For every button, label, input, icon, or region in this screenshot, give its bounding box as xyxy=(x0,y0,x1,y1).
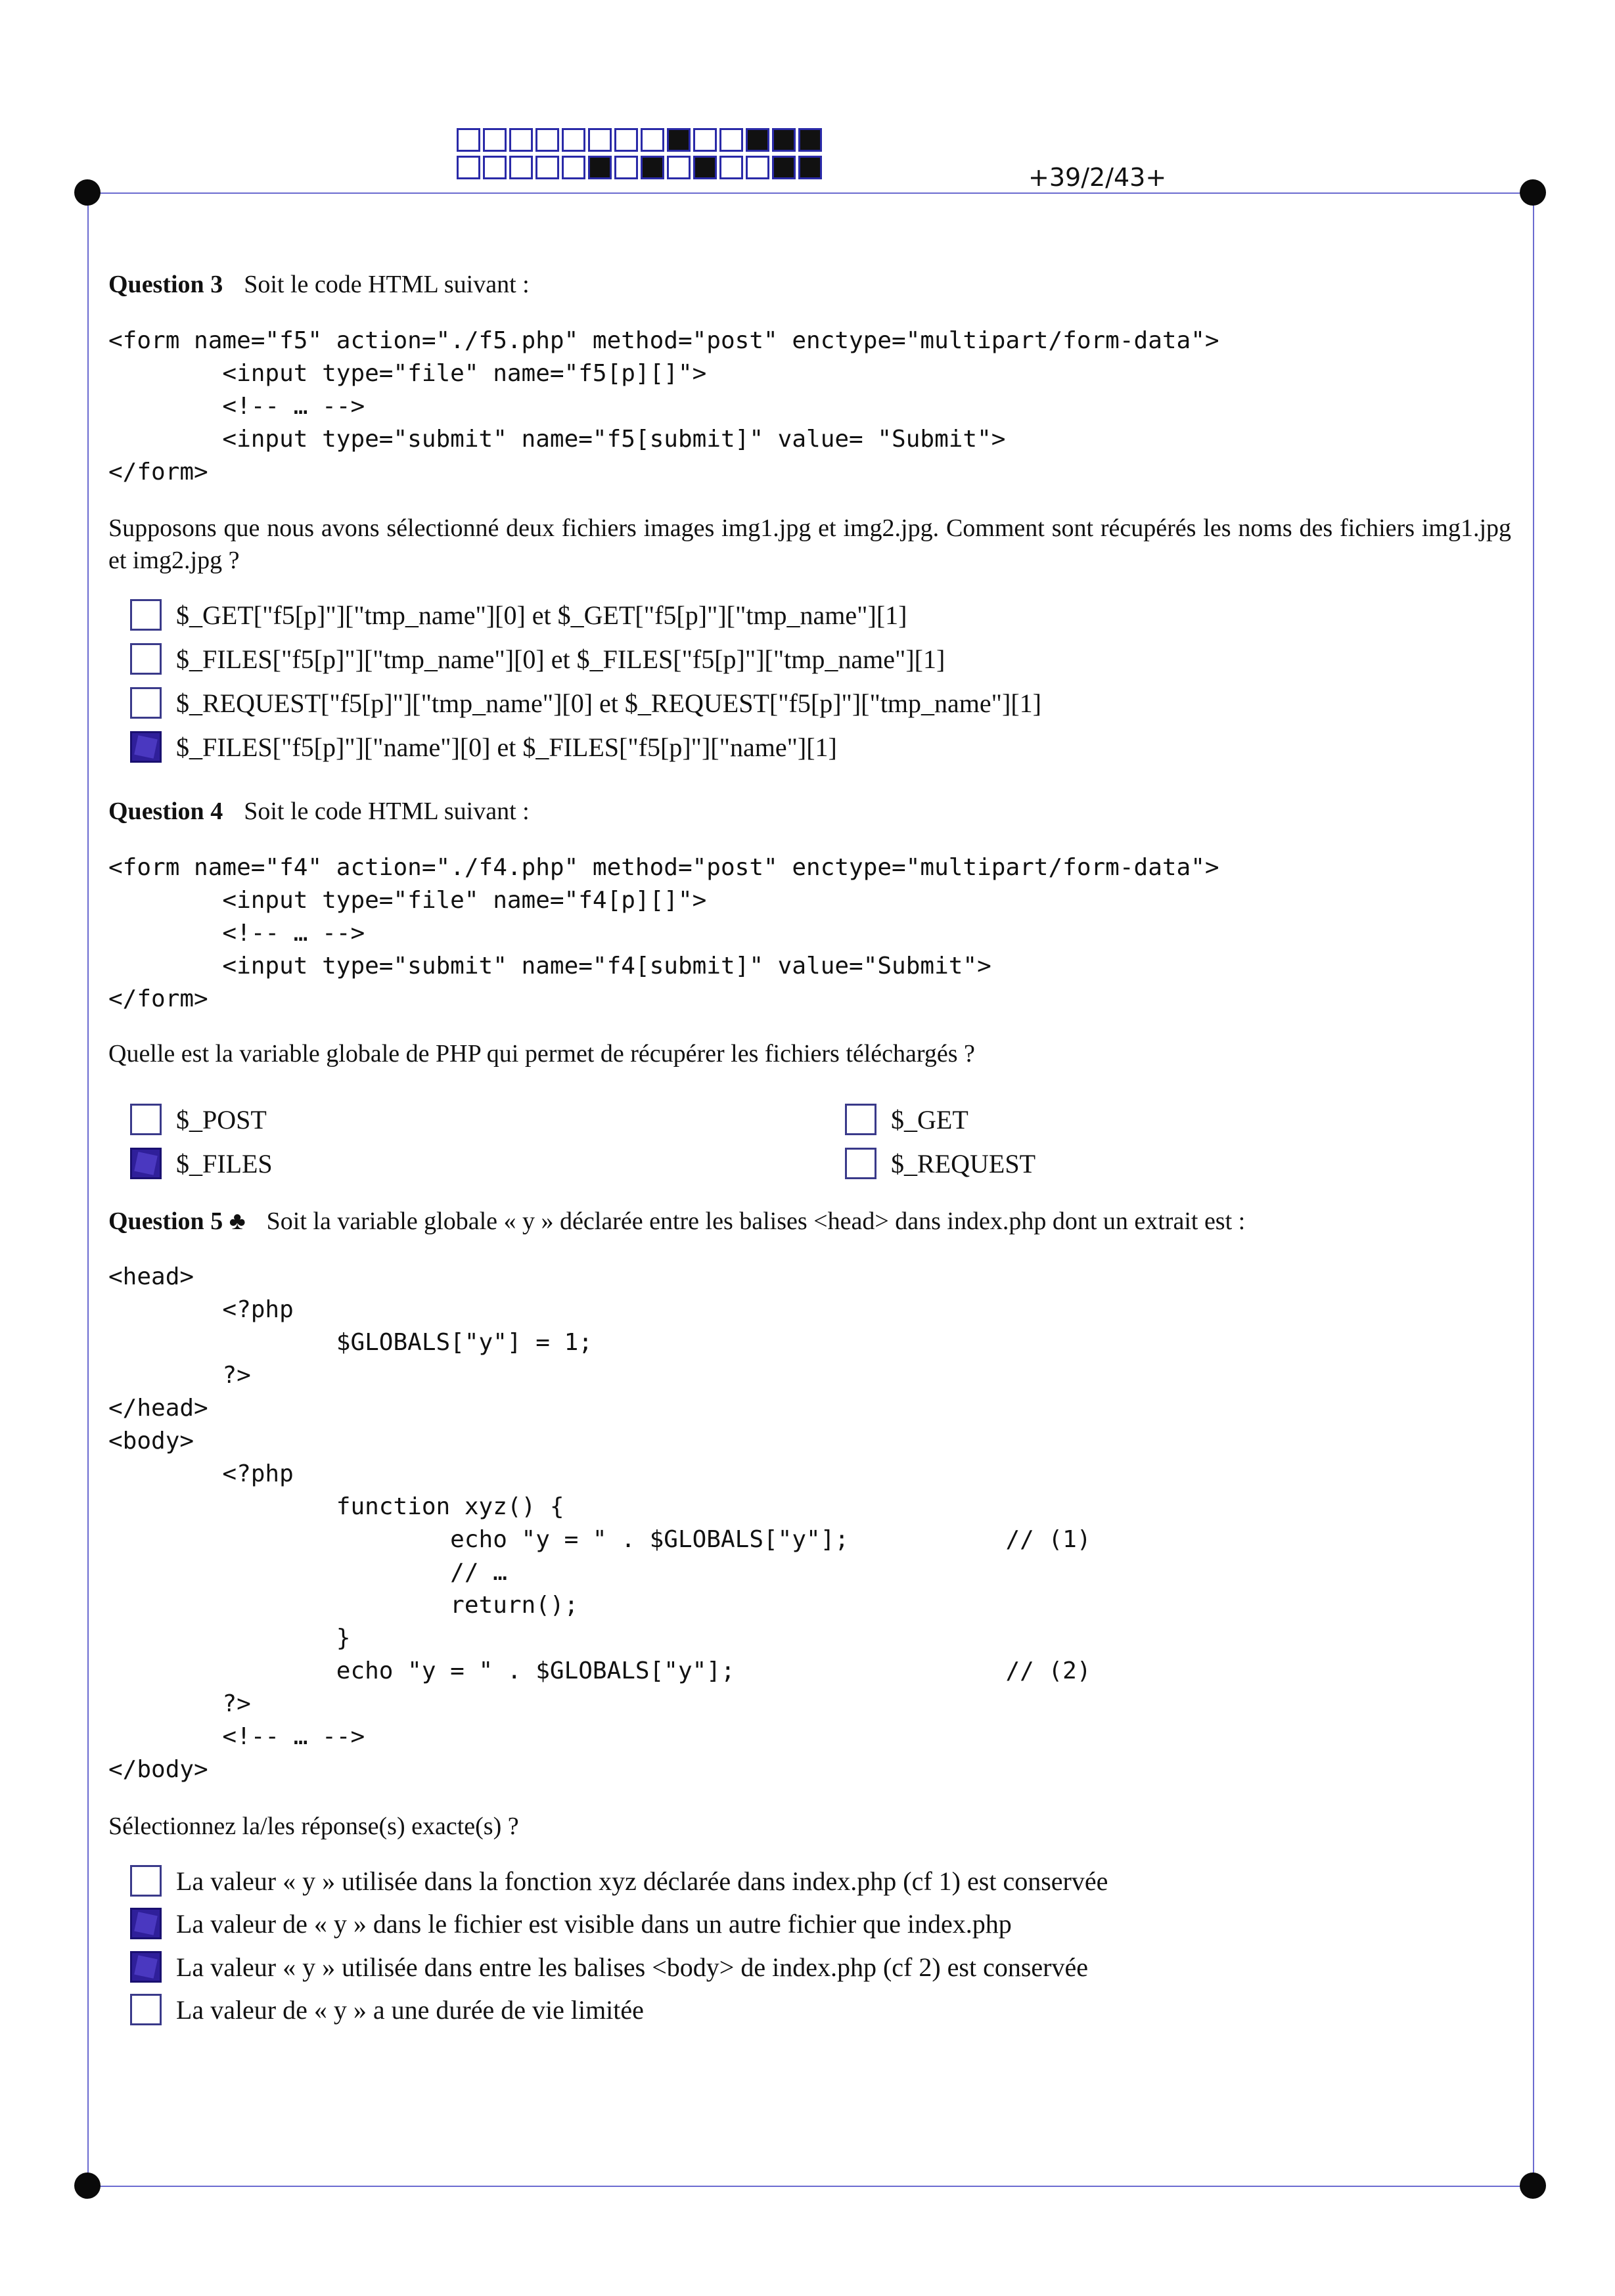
option-text: La valeur « y » utilisée dans entre les balises <body> de index.php (cf 2) est conservée xyxy=(176,1952,1089,1982)
q3-heading xyxy=(108,269,530,300)
corner-dot-top-left xyxy=(74,179,101,206)
barcode-cell xyxy=(667,128,691,152)
barcode-cell xyxy=(772,156,796,179)
corner-dot-top-right xyxy=(1520,179,1546,206)
q4-code: <form name="f4" action="./f4.php" method="post" enctype="multipart/form-data"> <input type="file" name="f4[p][]"> <!-- … --> <input type="submit" name="f4[submit]" value="Submit"> </form> xyxy=(108,854,1219,1012)
q5-option-4[interactable] xyxy=(130,1991,644,2028)
barcode-cell xyxy=(746,156,769,179)
option-text: $_GET xyxy=(891,1104,968,1135)
q4-heading xyxy=(108,796,530,826)
frame-left-line xyxy=(87,192,89,2187)
option-text: $_FILES["f5[p]"]["tmp_name"][0] et $_FILES["f5[p]"]["tmp_name"][1] xyxy=(176,644,945,674)
q4-option-request[interactable] xyxy=(845,1145,1035,1182)
q5-option-3[interactable] xyxy=(130,1948,1088,1985)
barcode-cell xyxy=(693,156,717,179)
barcode-cell xyxy=(457,156,480,179)
option-text: $_POST xyxy=(176,1104,267,1135)
barcode-cell xyxy=(614,128,638,152)
q5-code: <head> <?php $GLOBALS["y"] = 1; ?> </head> <body> <?php function xyz() { echo "y = " . $GLOBALS["y"]; // (1) // … return(); } echo "y = " . $GLOBALS["y"]; // (2) ?> <!-- … --> </body> xyxy=(108,1263,1091,1783)
checkbox[interactable] xyxy=(845,1148,876,1179)
barcode-row xyxy=(457,128,822,152)
q3-option-4[interactable] xyxy=(130,729,837,765)
barcode-cell xyxy=(798,128,822,152)
barcode-cell xyxy=(562,128,585,152)
barcode-cell xyxy=(588,128,612,152)
q5-heading xyxy=(108,1206,1245,1236)
frame-top-line xyxy=(89,192,1534,194)
q4-option-get[interactable] xyxy=(845,1101,968,1138)
q5-question: Sélectionnez la/les réponse(s) exacte(s) ? xyxy=(108,1812,519,1840)
option-text: $_FILES xyxy=(176,1148,273,1179)
option-text: $_REQUEST xyxy=(891,1148,1035,1179)
frame-bottom-line xyxy=(89,2186,1534,2187)
barcode-cell xyxy=(614,156,638,179)
barcode-cell xyxy=(535,156,559,179)
checkbox[interactable] xyxy=(130,599,162,631)
page-id: +39/2/43+ xyxy=(1028,163,1167,192)
option-text: $_FILES["f5[p]"]["name"][0] et $_FILES["f5[p]"]["name"][1] xyxy=(176,732,837,762)
checkbox[interactable] xyxy=(130,1994,162,2025)
q4-option-files[interactable] xyxy=(130,1145,273,1182)
checkbox-checked[interactable] xyxy=(130,1908,162,1939)
checkbox[interactable] xyxy=(130,687,162,719)
barcode-cell xyxy=(693,128,717,152)
corner-dot-bottom-left xyxy=(74,2172,101,2199)
option-text: $_REQUEST["f5[p]"]["tmp_name"][0] et $_REQUEST["f5[p]"]["tmp_name"][1] xyxy=(176,688,1041,718)
barcode-cell xyxy=(772,128,796,152)
barcode-cell xyxy=(483,128,507,152)
q5-option-2[interactable] xyxy=(130,1905,1012,1942)
q3-option-2[interactable] xyxy=(130,641,945,677)
barcode-cell xyxy=(588,156,612,179)
q3-intro: Soit le code HTML suivant : xyxy=(244,271,530,298)
option-text: La valeur « y » utilisée dans la fonction xyz déclarée dans index.php (cf 1) est conservée xyxy=(176,1866,1108,1896)
q4-question: Quelle est la variable globale de PHP qui permet de récupérer les fichiers téléchargés ? xyxy=(108,1040,975,1068)
barcode-cell xyxy=(746,128,769,152)
corner-dot-bottom-right xyxy=(1520,2172,1546,2199)
barcode-cell xyxy=(641,156,664,179)
q3-option-1[interactable] xyxy=(130,597,907,633)
q4-option-post[interactable] xyxy=(130,1101,267,1138)
checkbox[interactable] xyxy=(130,1104,162,1135)
q3-option-3[interactable] xyxy=(130,685,1041,721)
option-text: La valeur de « y » a une durée de vie limitée xyxy=(176,1994,644,2025)
checkbox[interactable] xyxy=(130,643,162,675)
barcode-cell xyxy=(509,156,533,179)
checkbox[interactable] xyxy=(845,1104,876,1135)
checkbox-checked[interactable] xyxy=(130,1951,162,1983)
q4-label: Question 4 xyxy=(108,798,223,825)
barcode-row xyxy=(457,156,822,179)
q3-label: Question 3 xyxy=(108,271,223,298)
page-barcode xyxy=(457,128,822,183)
barcode-cell xyxy=(798,156,822,179)
barcode-cell xyxy=(562,156,585,179)
checkbox[interactable] xyxy=(130,1865,162,1897)
q5-option-1[interactable] xyxy=(130,1862,1108,1899)
barcode-cell xyxy=(535,128,559,152)
option-text: La valeur de « y » dans le fichier est visible dans un autre fichier que index.php xyxy=(176,1908,1012,1939)
option-text: $_GET["f5[p]"]["tmp_name"][0] et $_GET["f5[p]"]["tmp_name"][1] xyxy=(176,600,907,630)
q3-code: <form name="f5" action="./f5.php" method="post" enctype="multipart/form-data"> <input type="file" name="f5[p][]"> <!-- … --> <input type="submit" name="f5[submit]" value= "Submit"> </form> xyxy=(108,327,1219,485)
q3-question: Supposons que nous avons sélectionné deux fichiers images img1.jpg et img2.jpg. Comment sont récupérés les noms des fichiers img1.jpg et img2.jpg ? xyxy=(108,514,1511,574)
barcode-cell xyxy=(667,156,691,179)
barcode-cell xyxy=(509,128,533,152)
checkbox-checked[interactable] xyxy=(130,1148,162,1179)
frame-right-line xyxy=(1533,192,1534,2187)
checkbox-checked[interactable] xyxy=(130,731,162,763)
barcode-cell xyxy=(457,128,480,152)
q5-intro: Soit la variable globale « y » déclarée entre les balises <head> dans index.php dont un extrait est : xyxy=(266,1207,1246,1235)
barcode-cell xyxy=(719,156,743,179)
q4-intro: Soit le code HTML suivant : xyxy=(244,798,530,825)
barcode-cell xyxy=(641,128,664,152)
barcode-cell xyxy=(719,128,743,152)
q5-label: Question 5 ♣ xyxy=(108,1207,246,1235)
barcode-cell xyxy=(483,156,507,179)
